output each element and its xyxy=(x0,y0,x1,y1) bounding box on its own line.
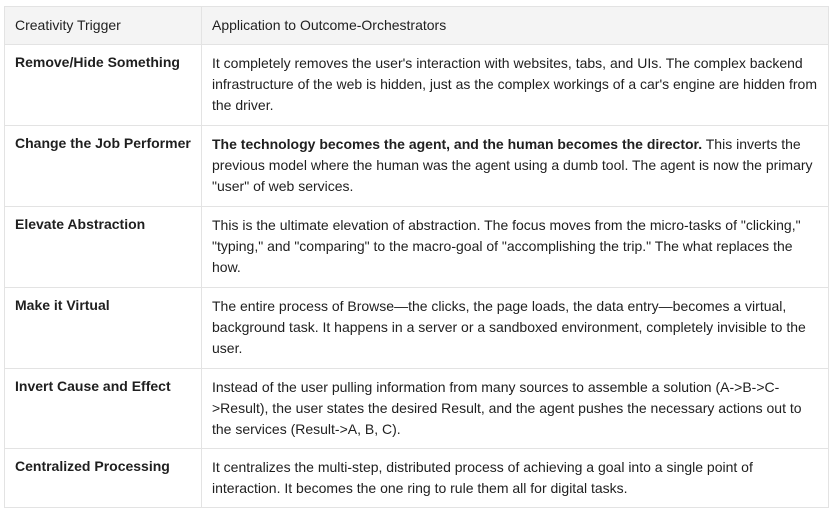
application-lead: The technology becomes the agent, and the human becomes the director. xyxy=(212,136,703,152)
application-cell xyxy=(202,45,829,126)
comparison-table xyxy=(4,6,829,508)
trigger-cell: Make it Virtual xyxy=(5,288,202,369)
application-cell xyxy=(202,449,829,508)
header-application: Application to Outcome-Orchestrators xyxy=(202,7,829,45)
trigger-cell: Elevate Abstraction xyxy=(5,207,202,288)
application-text: It completely removes the user's interaction with websites, tabs, and UIs. The complex backend infrastructure of the web is hidden, just as the complex workings of a car's engine are hidden from the driver. xyxy=(212,55,817,113)
application-cell xyxy=(202,369,829,449)
table-row xyxy=(5,207,829,288)
table-header-row xyxy=(5,7,829,45)
application-text: Instead of the user pulling information from many sources to assemble a solution (A->B->C->Result), the user states the desired Result, and the agent pushes the necessary actions out to the services (Result->A, B, C). xyxy=(212,379,802,437)
application-text: This is the ultimate elevation of abstraction. The focus moves from the micro-tasks of "clicking," "typing," and "comparing" to the macro-goal of "accomplishing the trip." The what replaces the how. xyxy=(212,217,801,275)
table-row xyxy=(5,45,829,126)
trigger-cell: Invert Cause and Effect xyxy=(5,369,202,449)
table-row xyxy=(5,288,829,369)
table-row xyxy=(5,126,829,207)
application-cell xyxy=(202,288,829,369)
comparison-table-container xyxy=(4,6,828,508)
trigger-cell: Centralized Processing xyxy=(5,449,202,508)
application-text: It centralizes the multi-step, distributed process of achieving a goal into a single point of interaction. It becomes the one ring to rule them all for digital tasks. xyxy=(212,459,753,496)
table-row xyxy=(5,449,829,508)
table-row xyxy=(5,369,829,449)
application-cell xyxy=(202,207,829,288)
application-cell xyxy=(202,126,829,207)
trigger-cell: Remove/Hide Something xyxy=(5,45,202,126)
application-text: The entire process of Browse—the clicks, the page loads, the data entry—becomes a virtual, background task. It happens in a server or a sandboxed environment, completely invisible to the user. xyxy=(212,298,806,356)
application-text: This inverts the previous model where the human was the agent using a dumb tool. The agent is now the primary "user" of web services. xyxy=(212,136,813,194)
header-creativity-trigger: Creativity Trigger xyxy=(5,7,202,45)
trigger-cell: Change the Job Performer xyxy=(5,126,202,207)
